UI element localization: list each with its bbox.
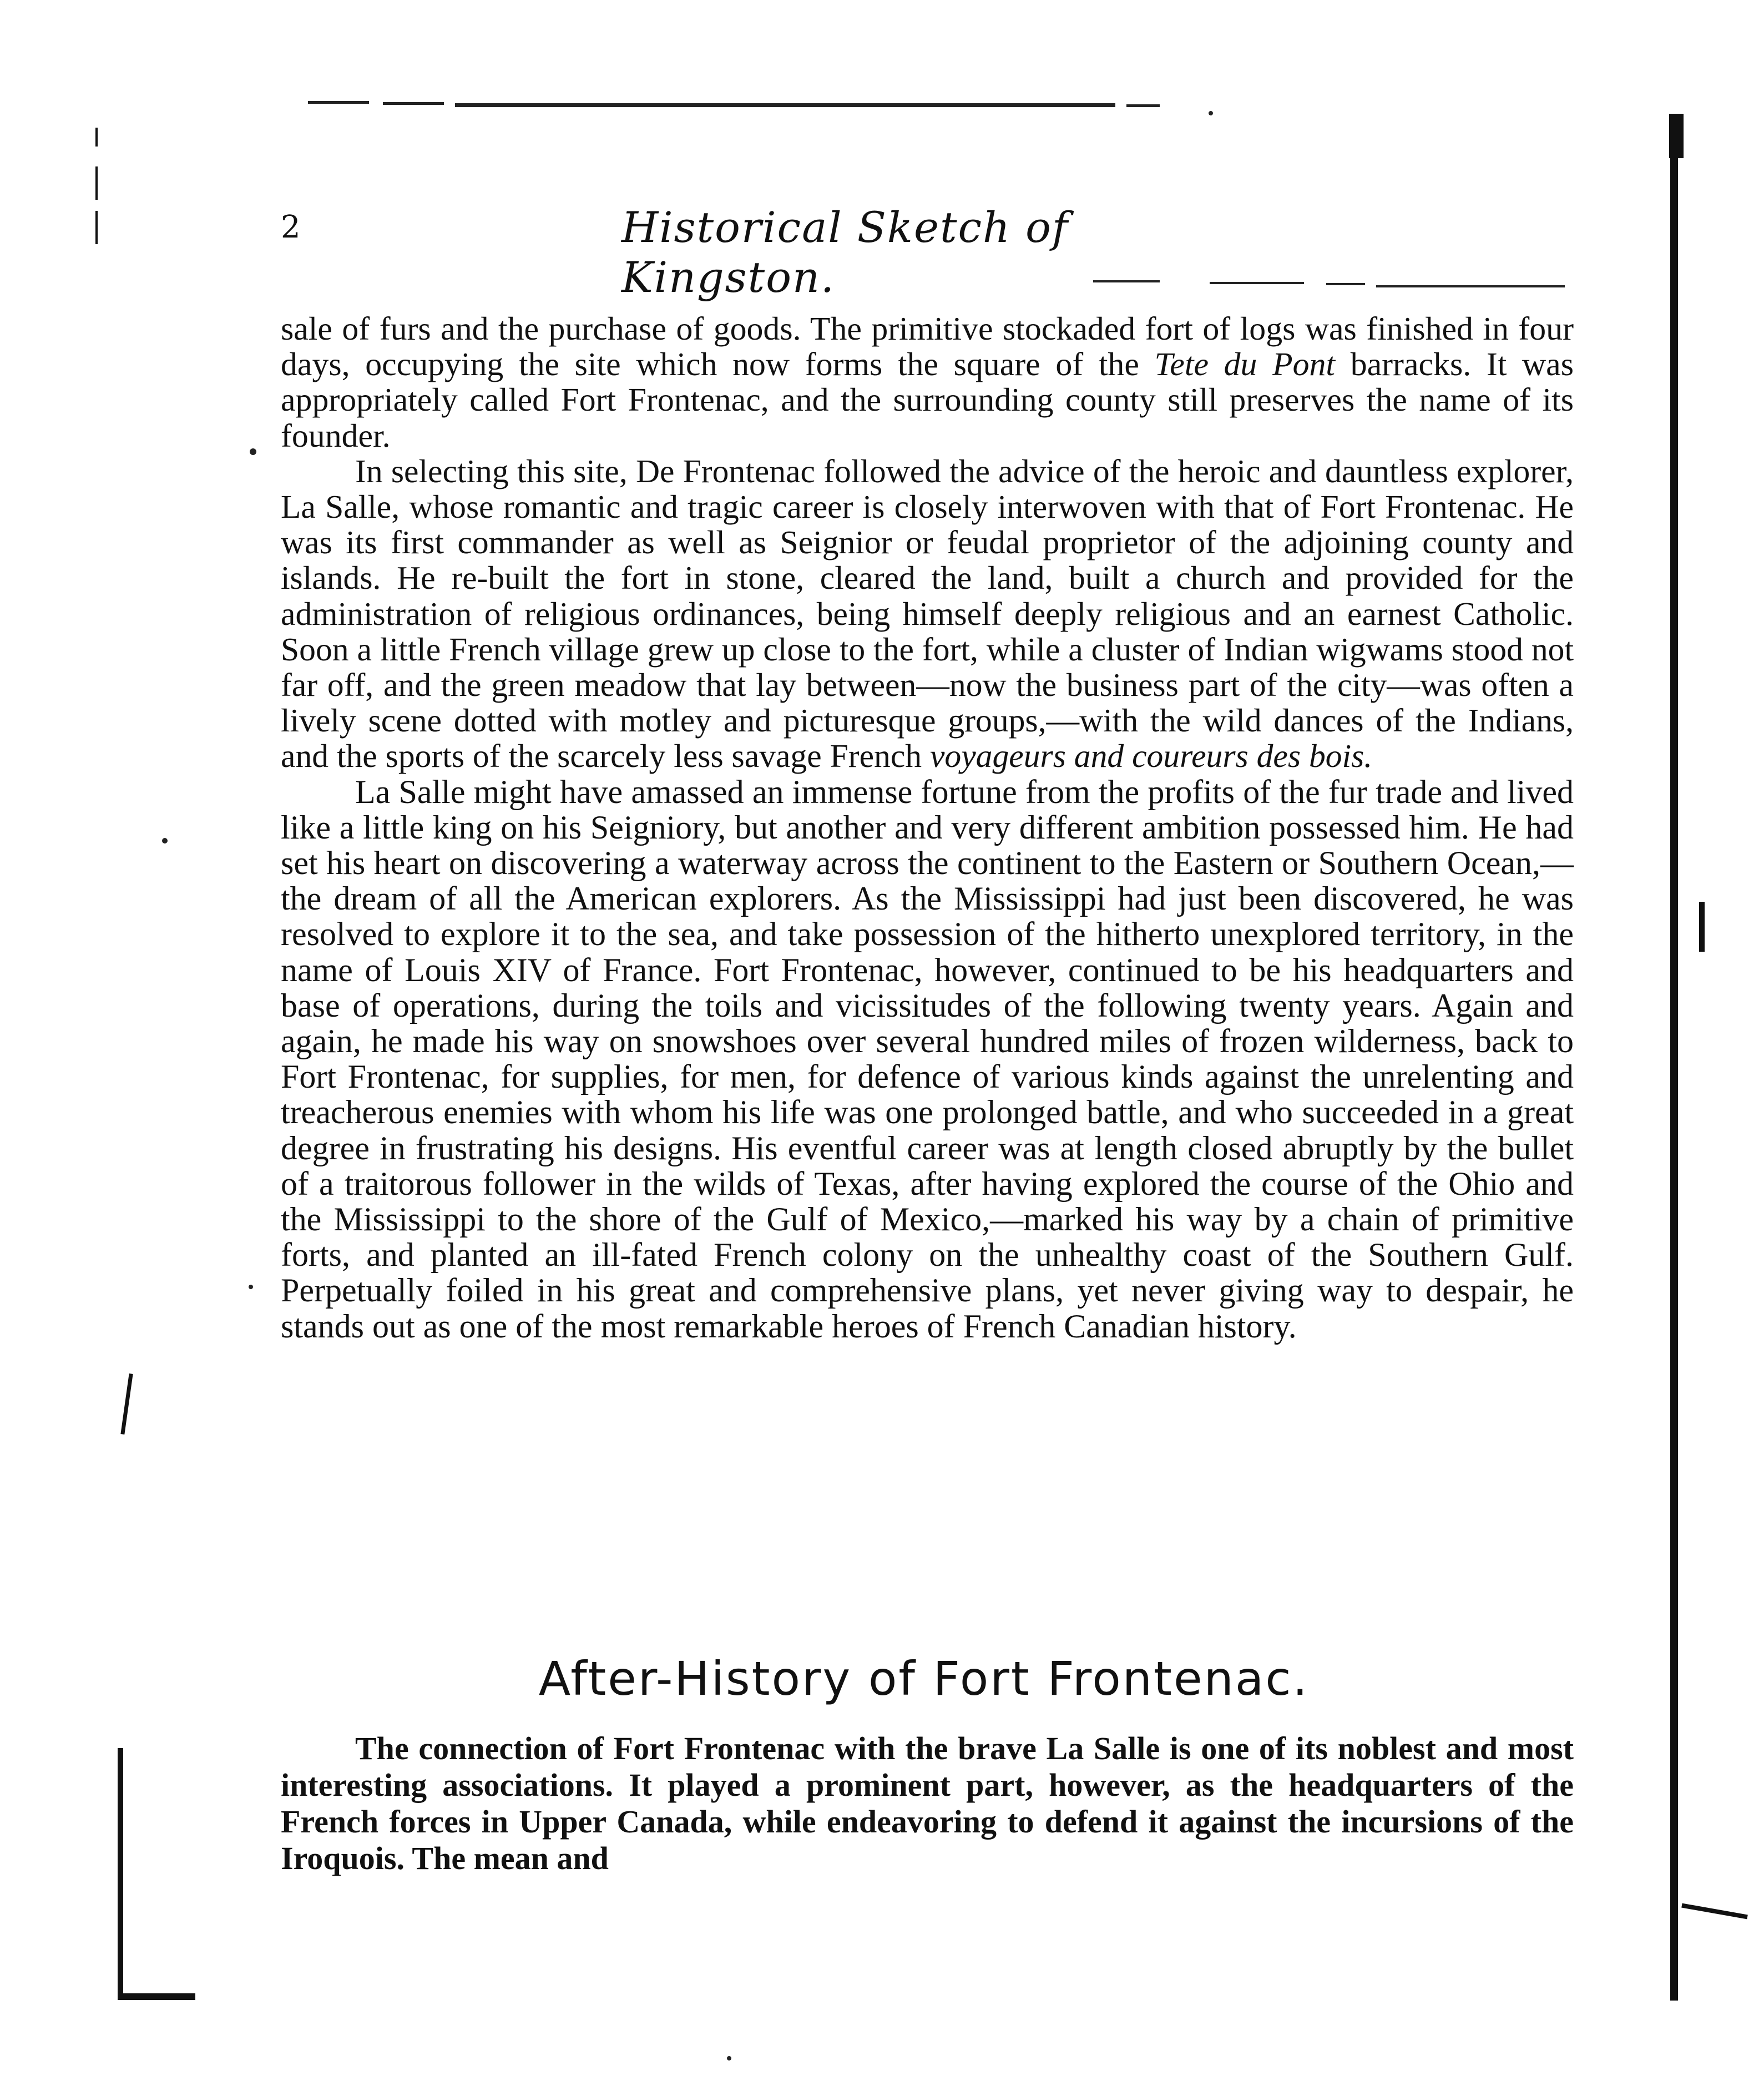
right-edge-line: [1699, 902, 1705, 952]
top-rule: [455, 103, 1115, 107]
right-edge-line: [1670, 114, 1678, 2001]
paragraph-text: sale of furs and the purchase of goods. The primitive stockaded fort of logs was finished in four days, occupying the site which now forms the square of the: [281, 310, 1574, 383]
page-number: 2: [281, 209, 301, 245]
left-edge-mark: [95, 211, 98, 244]
paragraph: La Salle might have amassed an immense fortune from the profits of the fur trade and lived like a little king on his Seigniory, but another and very different ambition possessed him. He had set his heart on discovering a waterway across the continent to the Eastern or Southern Ocean,—the dream of all the American explorers. As the Mississippi had just been discovered, he was resolved to explore it to the sea, and take possession of the hitherto unexplored territory, in the name of Louis XIV of France. Fort Frontenac, however, continued to be his headquarters and base of operations, during the toils and vicissitudes of the following twenty years. Again and again, he made his way on snowshoes over several hundred miles of frozen wilderness, back to Fort Frontenac, for supplies, for men, for defence of various kinds against the unrelenting and treacherous enemies with whom his life was one prolonged battle, and who succeeded in a great degree in frustrating his designs. His eventful career was at length closed abruptly by the bullet of a traitorous follower in the wilds of Texas, after having explored the course of the Ohio and the Mississippi to the shore of the Gulf of Mexico,—marked his way by a chain of primitive forts, and planted an ill-fated French colony on the unhealthy coast of the Southern Gulf. Perpetually foiled in his great and comprehensive plans, yet never giving way to despair, he stands out as one of the most remarkable heroes of French Canadian history.: [281, 773, 1574, 1345]
body-text: [281, 311, 1574, 1344]
left-edge-mark: [118, 1748, 123, 1998]
right-edge-line: [1669, 114, 1684, 158]
section-heading: After-History of Fort Frontenac.: [538, 1651, 1310, 1706]
italic-text: voyageurs and coureurs des bois.: [929, 738, 1373, 775]
paragraph-text: In selecting this site, De Frontenac followed the advice of the heroic and dauntless explorer, La Salle, whose romantic and tragic career is closely interwoven with that of Fort Frontenac. He was its first commander as well as Seignior or feudal proprietor of the adjoining county and islands. He re-built the fort in stone, cleared the land, built a church and provided for the administration of religious ordinances, being himself deeply religious and an earnest Catholic. Soon a little French village grew up close to the fort, while a cluster of Indian wigwams stood not far off, and the green meadow that lay between—now the business part of the city—was often a lively scene dotted with motley and picturesque groups,—with the wild dances of the Indians, and the sports of the scarcely less savage French: [281, 452, 1574, 775]
paragraph: The connection of Fort Frontenac with the brave La Salle is one of its noblest and most interesting associations. It played a prominent part, however, as the headquarters of the French forces in Upper Canada, while endeavoring to defend it against the incursions of the Iroquois. The mean and: [281, 1730, 1574, 1876]
head-rule: [1326, 283, 1365, 285]
running-title: Historical Sketch of Kingston.: [621, 203, 1069, 302]
left-edge-mark: [95, 166, 98, 200]
left-edge-mark: [118, 1993, 195, 2000]
paragraph-text: barracks. It was appropriately called Fort Frontenac, and the surrounding county still preserves the name of its founder.: [281, 346, 1574, 454]
head-rule: [1376, 285, 1565, 287]
speck: [1209, 111, 1213, 115]
speck: [162, 838, 168, 844]
top-rule: [383, 102, 444, 105]
speck: [250, 448, 256, 455]
paragraph: [281, 453, 1574, 774]
italic-text: Tete du Pont: [1154, 346, 1336, 383]
left-edge-mark: [95, 128, 98, 147]
speck: [727, 2056, 731, 2060]
paragraph: [281, 311, 1574, 453]
speck: [249, 1285, 253, 1289]
top-rule: [1126, 104, 1160, 107]
right-edge-line: [1681, 1903, 1748, 1920]
left-edge-mark: [120, 1373, 133, 1435]
top-rule: [308, 101, 369, 104]
